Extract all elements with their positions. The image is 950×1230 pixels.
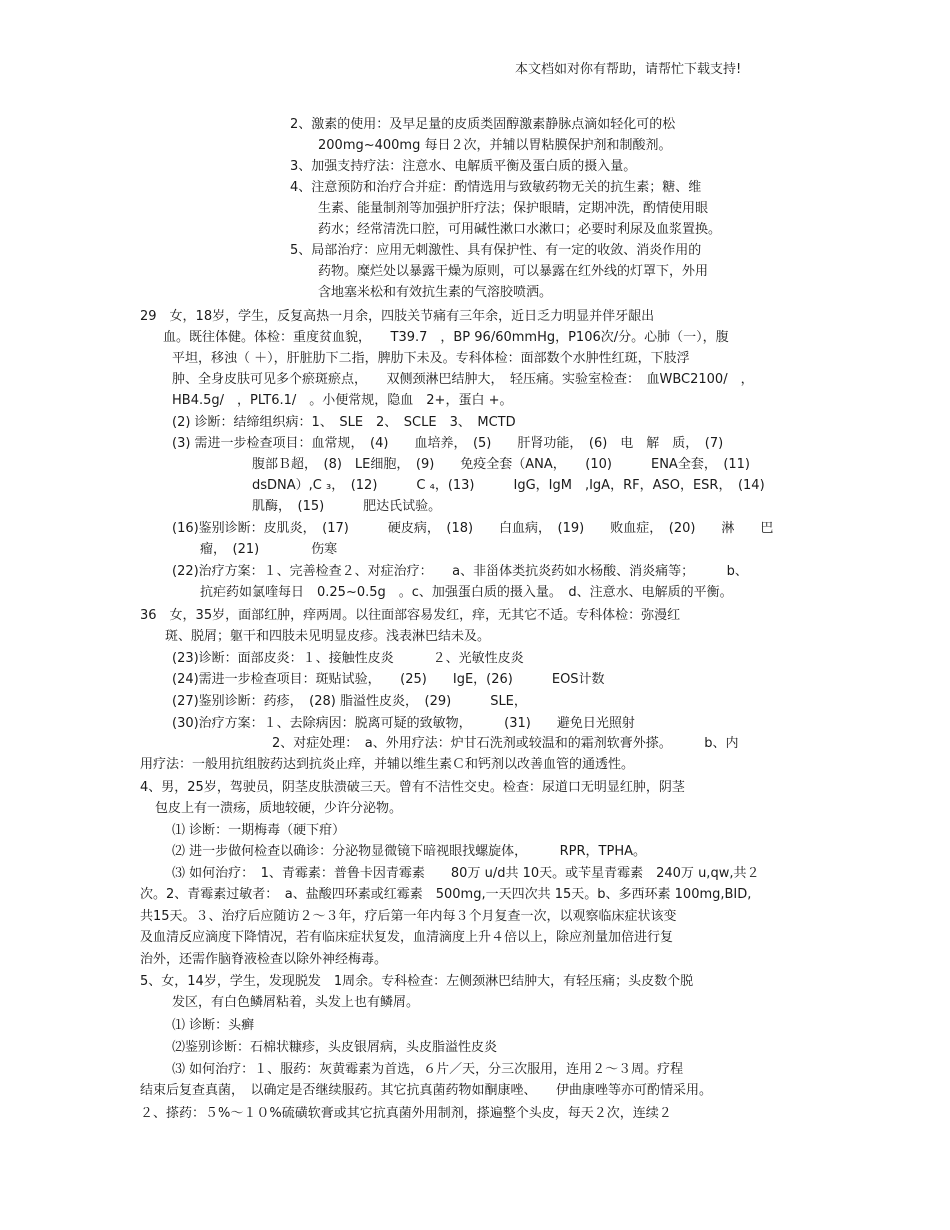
text-line: (30)治疗方案：１、去除病因：脱离可疑的致敏物， (31) 避免日光照射 [172,716,635,731]
text-line: (27)鉴别诊断：药疹， (28) 脂溢性皮炎， (29) SLE， [172,694,527,709]
text-line: ２、搽药：５%～１０%硫磺软膏或其它抗真菌外用制剂，搽遍整个头皮，每天２次，连续２ [140,1106,672,1121]
text-line: 药水；经常清洗口腔，可用碱性漱口水漱口；必要时利尿及血浆置换。 [318,222,722,237]
text-line: (16)鉴别诊断：皮肌炎， (17) 硬皮病， (18) 白血病， (19) 败血症， (20) 淋 巴 [172,521,774,536]
text-line: 4、注意预防和治疗合并症：酌情选用与致敏药物无关的抗生素；糖、维 [290,180,702,195]
text-line: (3) 需进一步检查项目：血常规， (4) 血培养， (5) 肝肾功能， (6) 电 解 质， (7) [172,436,724,451]
text-line: ⑵ 进一步做何检查以确诊：分泌物显微镜下暗视眼找螺旋体， RPR，TPHA。 [172,844,646,859]
text-line: 腹部Ｂ超， (8) LE细胞， (9) 免疫全套（ANA， (10) ENA全套， (11) [252,457,750,472]
text-line: 含地塞米松和有效抗生素的气溶胶喷洒。 [318,285,553,300]
text-line: 29 女，18岁，学生，反复高热一月余，四肢关节痛有三年余，近日乏力明显并伴牙龈出 [140,309,655,324]
text-line: (23)诊断：面部皮炎：１、接触性皮炎 ２、光敏性皮炎 [172,651,524,666]
text-line: 结束后复查真菌， 以确定是否继续服药。其它抗真菌药物如酮康唑、 伊曲康唑等亦可酌情采用。 [140,1083,713,1098]
text-line: 共15天。３、治疗后应随访２～３年，疗后第一年内每３个月复查一次，以观察临床症状该变 [140,909,677,924]
text-line: 生素、能量制剂等加强护肝疗法；保护眼睛，定期冲洗，酌情使用眼 [318,201,709,216]
text-line: 2、对症处理： a、外用疗法：炉甘石洗剂或较温和的霜剂软膏外搽。 b、内 [272,736,739,751]
text-line: 发区，有白色鳞屑粘着，头发上也有鳞屑。 [172,995,420,1010]
text-line: 用疗法：一般用抗组胺药达到抗炎止痒，并辅以维生素Ｃ和钙剂以改善血管的通透性。 [140,757,635,772]
text-line: 药物。糜烂处以暴露干燥为原则，可以暴露在红外线的灯罩下，外用 [318,264,709,279]
text-line: 4、男，25岁，驾驶员，阴茎皮肤溃破三天。曾有不洁性交史。检查：尿道口无明显红肿，阴茎 [140,780,685,795]
text-line: 次。2、青霉素过敏者： a、盐酸四环素或红霉素 500mg,一天四次共 15天。b、多西环素 100mg,BID, [140,887,752,902]
text-line: (22)治疗方案：１、完善检查２、对症治疗： a、非甾体类抗炎药如水杨酸、消炎痛等； b、 [172,564,748,579]
text-line: 治外，还需作脑脊液检查以除外神经梅毒。 [140,952,388,967]
text-line: 瘤， (21) 伤寒 [200,542,338,557]
text-line: 3、加强支持疗法：注意水、电解质平衡及蛋白质的摄入量。 [290,159,637,174]
text-line: dsDNA）,C ₃， (12) C ₄，(13) IgG，IgM ,IgA，RF，ASO，ESR， (14) [252,478,765,493]
text-line: ⑴ 诊断：一期梅毒（硬下疳） [172,823,346,838]
text-line: HB4.5g/ ，PLT6.1/ 。小便常规，隐血 2+，蛋白 +。 [172,393,513,408]
text-line: 5、局部治疗：应用无刺激性、具有保护性、有一定的收敛、消炎作用的 [290,243,702,258]
text-line: 斑、脱屑；躯干和四肢未见明显皮疹。浅表淋巴结未及。 [165,629,491,644]
text-line: 2、激素的使用：及早足量的皮质类固醇激素静脉点滴如轻化可的松 [290,117,676,132]
text-line: ⑵鉴别诊断：石棉状糠疹，头皮银屑病，头皮脂溢性皮炎 [172,1040,498,1055]
text-line: 抗疟药如氯喹每日 0.25~0.5g 。c、加强蛋白质的摄入量。 d、注意水、电解质的平衡。 [200,585,733,600]
header-text: 本文档如对你有帮助，请帮忙下载支持! [515,62,742,77]
text-line: 36 女，35岁，面部红肿，痒两周。以往面部容易发红，痒，无其它不适。专科体检：弥漫红 [140,608,681,623]
text-line: ⑶ 如何治疗： 1、青霉素：普鲁卡因青霉素 80万 u/d共 10天。或苄星青霉素 240万 u,qw,共２ [172,866,760,881]
text-line: 肿、全身皮肤可见多个瘀斑瘀点， 双侧颈淋巴结肿大， 轻压痛。实验室检查： 血WBC2100/ ， [172,372,754,387]
text-line: ⑶ 如何治疗：１、服药：灰黄霉素为首选，６片／天，分三次服用，连用２～３周。疗程 [172,1062,684,1077]
text-line: (24)需进一步检查项目：斑贴试验， (25) IgE，(26) EOS计数 [172,672,605,687]
text-line: ⑴ 诊断：头癣 [172,1018,255,1033]
text-line: 肌酶， (15) 肥达氏试验。 [252,499,442,514]
text-line: 平坦，移浊（ ＋），肝脏肋下二指，脾肋下未及。专科体检：面部数个水肿性红斑，下肢浮 [172,351,690,366]
text-line: 200mg~400mg 每日２次，并辅以胃粘膜保护剂和制酸剂。 [318,138,672,153]
text-line: 血。既往体健。体检：重度贫血貌， T39.7 ，BP 96/60mmHg，P106次/分。心肺（一），腹 [163,330,729,345]
text-line: 包皮上有一溃疡，质地较硬，少许分泌物。 [155,801,403,816]
text-line: (2) 诊断：结缔组织病：1、 SLE 2、 SCLE 3、 MCTD [172,415,516,430]
text-line: 及血清反应滴度下降情况，若有临床症状复发，血清滴度上升４倍以上，除应剂量加倍进行复 [140,930,674,945]
text-line: 5、女，14岁，学生，发现脱发 1周余。专科检查：左侧颈淋巴结肿大，有轻压痛；头皮数个脱 [140,974,694,989]
